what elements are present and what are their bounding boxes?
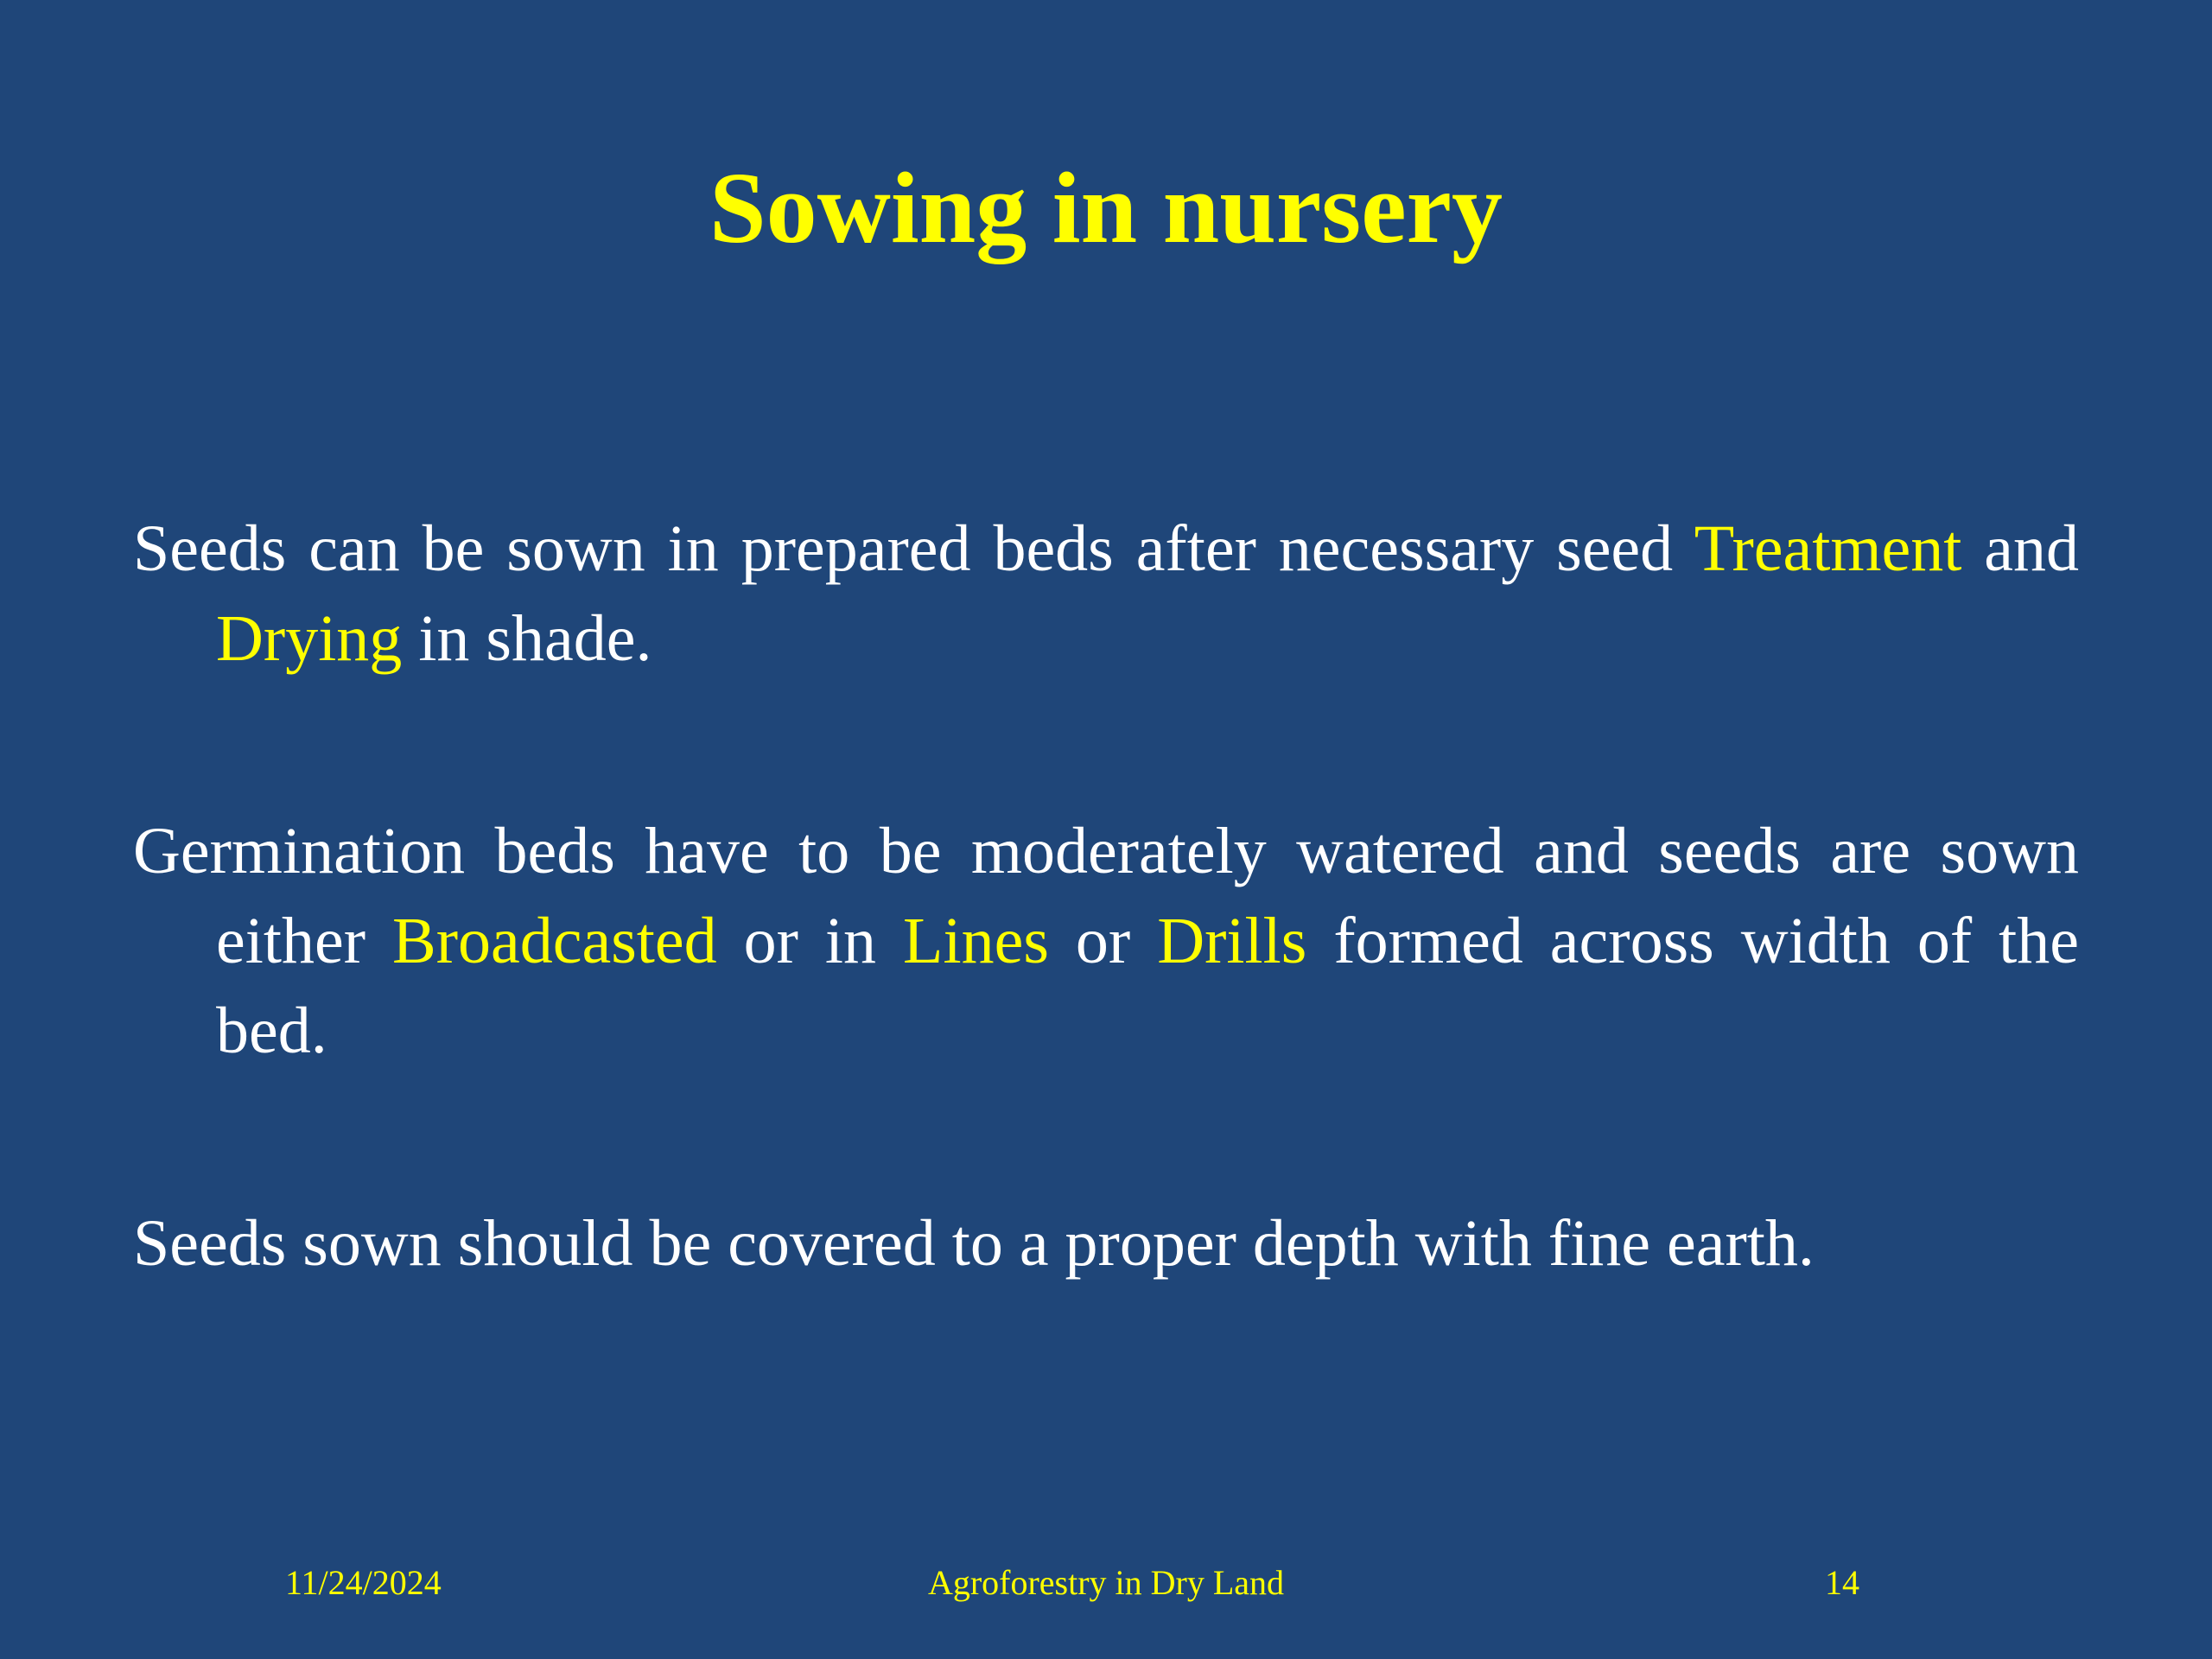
text-segment: Seeds can be sown in prepared beds after necessary seed <box>133 512 1694 585</box>
text-segment: or in <box>716 905 904 977</box>
highlight-broadcasted: Broadcasted <box>392 905 717 977</box>
text-segment: and <box>1961 512 2080 585</box>
text-segment: in shade. <box>402 602 652 675</box>
highlight-drills: Drills <box>1157 905 1307 977</box>
bullet-paragraph <box>133 806 2079 1076</box>
highlight-treatment: Treatment <box>1694 512 1962 585</box>
slide-number: 14 <box>1825 1563 1859 1602</box>
footer-title: Agroforestry in Dry Land <box>927 1563 1285 1602</box>
text-segment: formed across width of the bed. <box>216 905 2079 1067</box>
text-segment: Germination beds have to be moderately watered and seeds are sown either <box>133 815 2079 977</box>
text-segment: Seeds sown should be covered to a proper depth with fine earth. <box>133 1207 1815 1280</box>
footer-date: 11/24/2024 <box>285 1563 442 1602</box>
bullet-paragraph <box>133 504 2079 683</box>
bullet-paragraph <box>133 1198 2079 1288</box>
slide-title: Sowing in nursery <box>709 151 1503 264</box>
highlight-lines: Lines <box>903 905 1049 977</box>
highlight-drying: Drying <box>216 602 403 675</box>
slide-body <box>133 504 2079 1288</box>
text-segment: or <box>1048 905 1158 977</box>
